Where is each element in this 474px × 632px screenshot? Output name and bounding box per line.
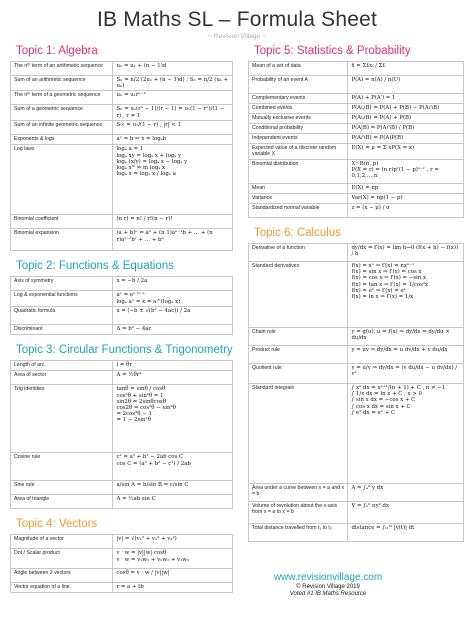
formula-expression: S∞ = u₁/(1 − r) , |r| < 1 [113,121,233,135]
section-title-algebra: Topic 1: Algebra [16,45,98,57]
formula-expression: r = a + tb [113,583,233,593]
formula-label: Sum of an arithmetic sequence [11,76,113,91]
formula-expression: P(A∩B) = P(A)P(B) [348,134,464,144]
formula-label: Mean [249,184,348,194]
tagline: Voted #1 IB Maths Resource [289,591,367,597]
formula-expression: uₙ = u₁ + (n − 1)d [113,62,233,76]
formula-row [11,121,233,135]
formula-label: Total distance travelled from t₁ to t₂ [249,524,348,542]
section-title-circular: Topic 3: Circular Functions & Trigonometry [16,344,233,357]
formula-row [11,535,233,549]
formula-expression: l = θr [113,361,233,371]
formula-label: Product rule [249,346,348,364]
formula-label: Log laws [11,145,113,215]
formula-label: Area of triangle [11,495,113,509]
formula-expression: tanθ = sinθ / cosθ cos²θ + sin²θ = 1 sin2θ = 2sinθcosθ cos2θ = cos²θ − sin²θ = 2cos²θ − 1 = 1 − 2sin²θ [113,385,233,453]
formula-expression: A = ½θr² [113,371,233,385]
formula-label: Dot / Scalar product [11,549,113,569]
formula-row [11,325,233,335]
formula-row [249,76,464,94]
formula-label: Area of sector [11,371,113,385]
formula-label: Complementary events [249,94,348,104]
formula-label: Trig identities [11,385,113,453]
formula-row [249,384,464,484]
formula-label: Sine rule [11,481,113,495]
section-title-stats: Topic 5: Statistics & Probability [254,45,411,57]
formula-row [249,134,464,144]
formula-row [11,62,233,76]
formula-row [249,204,464,218]
formula-row [11,76,233,91]
formula-expression: aˣ = b ⇔ x = logₐb [113,135,233,145]
formula-expression: x = (−b ± √(b² − 4ac)) / 2a [113,307,233,325]
right-column [248,44,464,550]
formula-expression: y = g(u), u = f(x) ⇒ dy/dx = dy/du × du/dx [348,328,464,346]
formula-row [11,371,233,385]
formula-row [11,549,233,569]
formula-row [249,124,464,134]
formula-expression: Sₙ = n/2 (2u₁ + (n − 1)d) ; Sₙ = n/2 (u₁ + uₙ) [113,76,233,91]
formula-expression: X~B(n, p) P(X = r) = (n r)pʳ(1 − p)ⁿ⁻ʳ , r = 0,1,2,…,n [348,160,464,184]
formula-expression: c² = a² + b² − 2ab cos C cos C = (a² + b² − c²) / 2ab [113,453,233,481]
formula-row [11,145,233,215]
section-algebra [10,44,233,251]
section-stats [248,44,464,218]
formula-label: Sum of an infinite geometric sequence [11,121,113,135]
formula-label: Standardized normal variable [249,204,348,218]
formula-expression: y = u/v ⇒ dy/dx = (v du/dx − u dv/dx) / v² [348,364,464,384]
formula-label: Binomial expansion [11,229,113,251]
formula-expression: Δ = b² − 4ac [113,325,233,335]
formula-row [11,105,233,121]
formula-expression: f(x) = xⁿ ⇒ f′(x) = nxⁿ⁻¹ f(x) = sin x ⇒ f′(x) = cos x f(x) = cos x ⇒ f′(x) = −sin x f(x) = tan x ⇒ f′(x) = 1/cos²x f(x) = eˣ ⇒ f′(x) = eˣ f(x) = ln x ⇒ f′(x) = 1/x [348,262,464,328]
formula-expression: |v| = √(v₁² + v₂² + v₃²) [113,535,233,549]
formula-row [249,244,464,262]
formula-label: Area under a curve between x = a and x = b [249,484,348,502]
formula-label: Expected value of a discrete random variable X [249,144,348,160]
footer [238,572,418,597]
formula-table-circular [10,360,233,509]
formula-row [11,453,233,481]
formula-label: Cosine rule [11,453,113,481]
formula-row [249,328,464,346]
formula-label: Standard derivatives [249,262,348,328]
formula-label: Log & exponential functions [11,291,113,307]
formula-expression: (n r) = n! / r!(n − r)! [113,215,233,229]
formula-row [11,277,233,291]
copyright-text: © Revision Village 2019 [296,584,360,590]
formula-label: Magnitude of a vector [11,535,113,549]
formula-expression: x̄ = Σfᵢxᵢ / Σfᵢ [348,62,464,76]
formula-label: Combined events [249,104,348,114]
formula-row [11,307,233,325]
formula-table-vectors [10,534,233,593]
formula-expression: a/sin A = b/sin B = c/sin C [113,481,233,495]
formula-label: Quadratic formula [11,307,113,325]
formula-label: Volume of revolution about the x-axis from x = a to x = b [249,502,348,524]
formula-expression: P(A) = n(A) / n(U) [348,76,464,94]
formula-expression: Var(X) = np(1 − p) [348,194,464,204]
formula-row [249,194,464,204]
formula-expression: dy/dx = f′(x) = lim h→0 (f(x + h) − f(x)) / h [348,244,464,262]
formula-label: Mutually exclusive events [249,114,348,124]
formula-label: Sum of a geometric sequence [11,105,113,121]
formula-row [249,114,464,124]
formula-label: Independent events [249,134,348,144]
formula-row [249,104,464,114]
formula-label: Conditional probability [249,124,348,134]
formula-expression: E(X) = np [348,184,464,194]
formula-table-stats [248,61,464,218]
section-title-functions: Topic 2: Functions & Equations [16,260,174,273]
formula-label: Length of arc [11,361,113,371]
formula-row [249,502,464,524]
formula-label: Exponents & logs [11,135,113,145]
formula-expression: x = −b / 2a [113,277,233,291]
formula-row [249,184,464,194]
formula-label: Quotient rule [249,364,348,384]
formula-row [11,495,233,509]
formula-label: Mean of a set of data [249,62,348,76]
formula-label: Angle between 2 vectors [11,569,113,583]
formula-label: Binomial coefficient [11,215,113,229]
formula-row [249,144,464,160]
formula-expression: Sₙ = u₁(rⁿ − 1)/(r − 1) = u₁(1 − rⁿ)/(1 − r) , r ≠ 1 [113,105,233,121]
formula-expression: A = ∫ₐᵇ y dx [348,484,464,502]
formula-label: The nᵗʰ term of an arithmetic sequence [11,62,113,76]
formula-table-functions [10,276,233,335]
formula-expression: P(A|B) = P(A∩B) / P(B) [348,124,464,134]
left-column [10,44,233,601]
website-link[interactable]: www.revisionvillage.com [273,572,383,583]
formula-expression: logₐ a = 1 logₐ xy = logₐ x + logₐ y logₐ (x/y) = logₐ x − logₐ y logₐ xᵐ = m logₐ x logₐ x = logₓ x / logₓ a [113,145,233,215]
formula-label: Chain rule [249,328,348,346]
page-title: IB Maths SL – Formula Sheet [96,8,378,31]
formula-row [11,135,233,145]
section-title-calculus: Topic 6: Calculus [254,227,341,239]
formula-expression: P(A∪B) = P(A) + P(B) − P(A∩B) [348,104,464,114]
formula-expression: uₙ = u₁rⁿ⁻¹ [113,91,233,105]
formula-row [249,262,464,328]
formula-expression: (a + b)ⁿ = aⁿ + (n 1)aⁿ⁻¹b + … + (n r)aⁿ⁻ʳbʳ + … + bⁿ [113,229,233,251]
formula-row [11,291,233,307]
formula-row [11,215,233,229]
formula-expression: aˣ = eˣ ˡⁿ ᵃ logₐ aˣ = x = a^(logₐ x) [113,291,233,307]
formula-expression: A = ½ab sin C [113,495,233,509]
formula-expression: distance = ∫ₜ₁ᵗ² |v(t)| dt [348,524,464,542]
formula-label: Probability of an event A [249,76,348,94]
formula-label: Axis of symmetry [11,277,113,291]
formula-row [249,484,464,502]
formula-expression: y = uv ⇒ dy/dx = u dv/dx + v du/dx [348,346,464,364]
formula-row [249,62,464,76]
formula-label: Derivative of a function [249,244,348,262]
formula-label: The nᵗʰ term of a geometric sequence [11,91,113,105]
formula-expression: ∫ xⁿ dx = xⁿ⁺¹/(n + 1) + C , n ≠ −1 ∫ 1/x dx = ln x + C , x > 0 ∫ sin x dx = −cos x + C ∫ cos x dx = sin x + C ∫ eˣ dx = eˣ + C [348,384,464,484]
section-circular [10,343,233,509]
formula-expression: z = (x − μ) / σ [348,204,464,218]
formula-expression: cosθ = v · w / |v||w| [113,569,233,583]
formula-row [11,385,233,453]
formula-expression: v · w = |v||w| cosθ v · w = v₁w₁ + v₂w₂ + v₃w₃ [113,549,233,569]
page-subtitle: ~ Revision Village ~ [208,33,266,40]
formula-table-calculus [248,243,464,542]
formula-label: Discriminant [11,325,113,335]
formula-row [11,583,233,593]
formula-expression: P(A) + P(A′) = 1 [348,94,464,104]
formula-expression: P(A∪B) = P(A) + P(B) [348,114,464,124]
formula-row [11,91,233,105]
section-functions [10,259,233,335]
formula-label: Standard integrals [249,384,348,484]
section-title-vectors: Topic 4: Vectors [16,518,98,531]
formula-row [249,524,464,542]
formula-row [249,364,464,384]
section-calculus [248,226,464,542]
formula-row [11,229,233,251]
formula-row [249,94,464,104]
formula-table-algebra [10,61,233,251]
formula-expression: V = ∫ₐᵇ πy² dx [348,502,464,524]
formula-label: Variance [249,194,348,204]
section-vectors [10,517,233,593]
formula-row [249,160,464,184]
formula-row [11,569,233,583]
formula-row [249,346,464,364]
formula-row [11,361,233,371]
formula-label: Vector equation of a line [11,583,113,593]
formula-expression: E(X) = μ = Σ xP(X = x) [348,144,464,160]
formula-row [11,481,233,495]
formula-label: Binomial distribution [249,160,348,184]
